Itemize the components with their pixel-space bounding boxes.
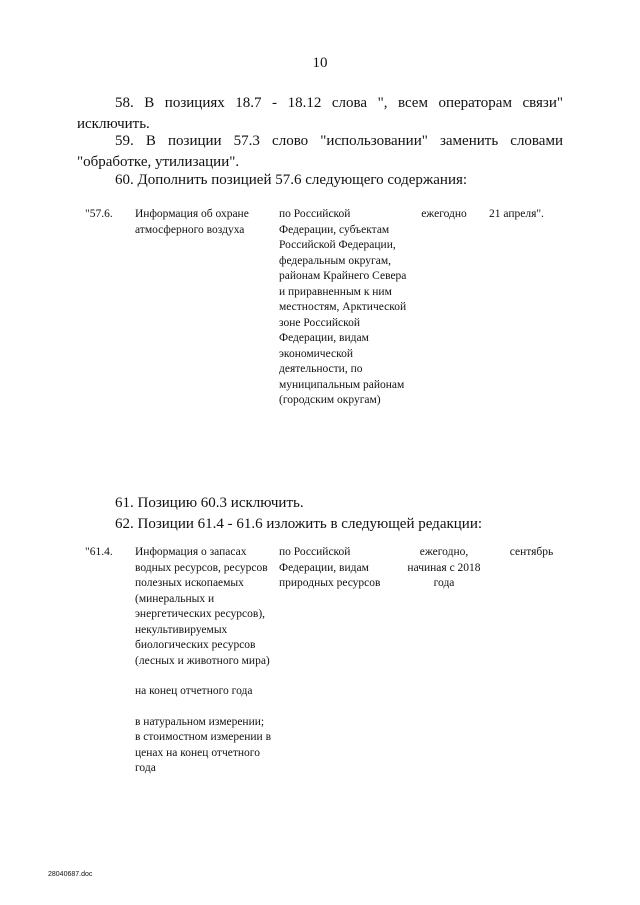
page-number: 10 — [312, 55, 328, 71]
paragraph-58-text: 58. В позициях 18.7 - 18.12 слова ", всем операторам связи" исключить. — [77, 95, 563, 132]
position-number: "57.6. — [85, 208, 113, 220]
deadline: 21 апреля". — [489, 208, 544, 220]
paragraph-61-text: 61. Позицию 60.3 исключить. — [115, 495, 304, 511]
paragraph-60 — [77, 170, 563, 191]
aggregation-level: по Российской Федерации, видам природных ресурсов — [279, 546, 381, 589]
periodicity: ежегодно — [421, 208, 467, 220]
paragraph-58 — [77, 93, 563, 135]
information-name: Информация об охране атмосферного воздуха — [135, 208, 249, 236]
position-number: "61.4. — [85, 546, 113, 558]
paragraph-59 — [77, 131, 563, 173]
paragraph-61 — [77, 493, 563, 514]
information-measure-natural: в натуральном измерении; — [135, 715, 265, 728]
information-cell — [135, 545, 275, 777]
paragraph-59-text: 59. В позиции 57.3 слово "использовании" заменить словами "обработке, утилизации". — [77, 133, 563, 170]
footer-filename: 28040687.doc — [48, 871, 93, 878]
periodicity: ежегодно, начиная с 2018 года — [407, 546, 481, 589]
information-date-note: на конец отчетного года — [135, 685, 253, 697]
paragraph-62 — [77, 514, 563, 535]
deadline: сентябрь — [509, 546, 554, 558]
paragraph-60-text: 60. Дополнить позицией 57.6 следующего содержания: — [115, 172, 468, 188]
information-name: Информация о запасах водных ресурсов, ресурсов полезных ископаемых (минеральных и энергетических ресурсов), некультивируемых биологических ресурсов (лесных и животного мира) — [135, 546, 270, 667]
paragraph-62-text: 62. Позиции 61.4 - 61.6 изложить в следующей редакции: — [115, 516, 483, 532]
aggregation-level: по Российской Федерации, субъектам Российской Федерации, федеральным округам, районам Крайнего Севера и приравненным к ним местностям, Арктической зоне Российской Федерации, видам экономической деятельности, по муниципальным районам (городским округам) — [279, 208, 407, 406]
information-measure-value: в стоимостном измерении в ценах на конец отчетного года — [135, 731, 272, 774]
